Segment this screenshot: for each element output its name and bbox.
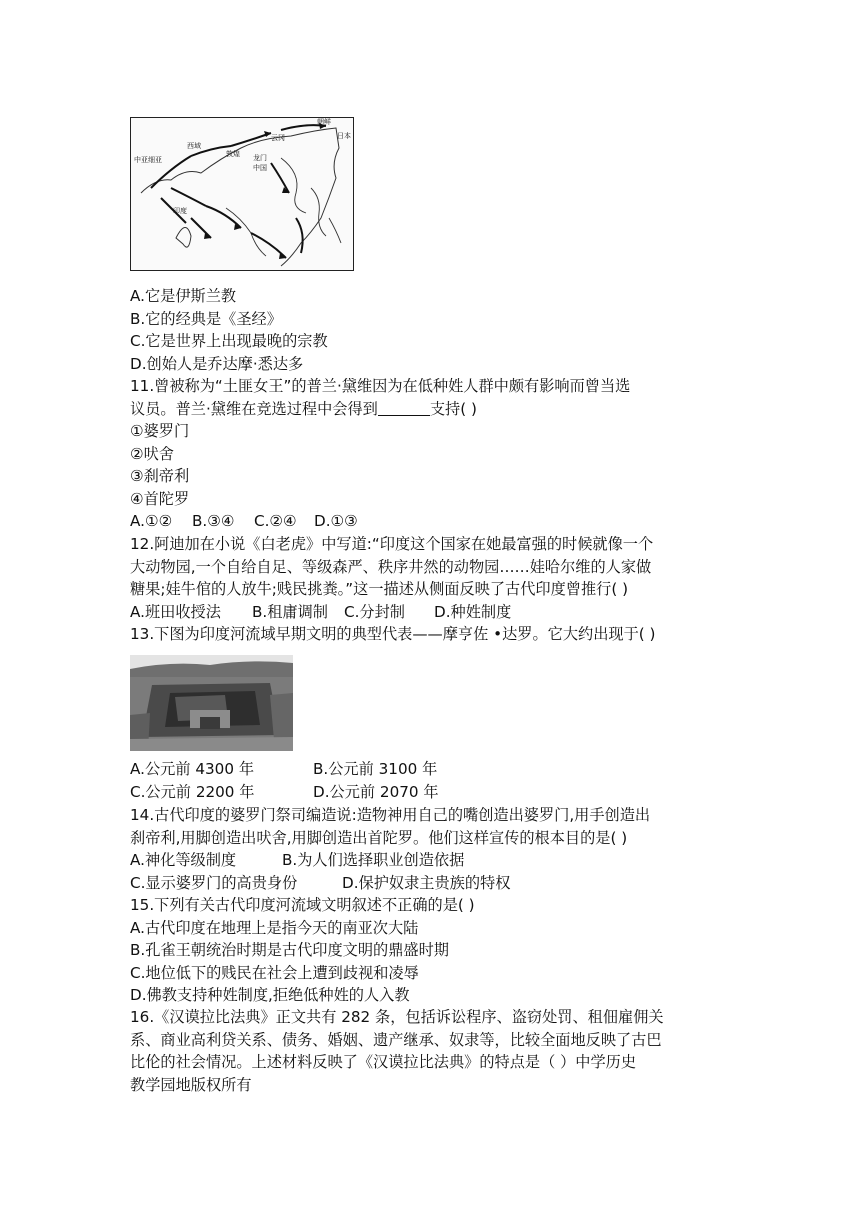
map-label: 中亚细亚 xyxy=(134,156,162,164)
question-stem: 比伦的社会情况。上述材料反映了《汉谟拉比法典》的特点是（ ）中学历史 xyxy=(130,1053,637,1071)
option-d: D.公元前 2070 年 xyxy=(313,782,439,801)
option-c: C.公元前 2200 年 xyxy=(130,782,255,801)
question-stem: 糖果;娃牛倌的人放牛;贱民挑粪。”这一描述从侧面反映了古代印度曾推行( ) xyxy=(130,580,628,598)
question-stem-line xyxy=(130,398,730,421)
option-a: A.①② xyxy=(130,512,173,530)
map-label: 敦煌 xyxy=(226,150,240,158)
map-label: 日本 xyxy=(337,132,351,140)
map-label: 龙门 xyxy=(253,154,267,162)
option-a: A.班田收授法 xyxy=(130,602,221,621)
question-stem: 大动物园,一个自给自足、等级森严、秩序井然的动物园……娃哈尔维的人家做 xyxy=(130,557,652,576)
option-c: C.显示婆罗门的高贵身份 xyxy=(130,873,298,892)
fill-in-blank xyxy=(378,401,430,416)
option-b: B.公元前 3100 年 xyxy=(313,760,438,778)
list-item: ②吠舍 xyxy=(130,444,174,463)
map-label: 印度 xyxy=(173,207,187,215)
buddhism-spread-map xyxy=(130,117,354,271)
option-d: D.①③ xyxy=(314,512,358,530)
map-label: 朝鲜 xyxy=(317,118,331,126)
option-d: D.种姓制度 xyxy=(434,602,512,621)
question-11 xyxy=(130,375,730,533)
map-label: 中国 xyxy=(253,164,267,172)
list-item: ①婆罗门 xyxy=(130,422,190,440)
question-stem: 系、商业高利贷关系、债务、婚姻、遗产继承、奴隶等，比较全面地反映了古巴 xyxy=(130,1030,662,1049)
list-item: ③刹帝利 xyxy=(130,467,190,485)
option-a: A.古代印度在地理上是指今天的南亚次大陆 xyxy=(130,918,419,937)
option-d: D.创始人是乔达摩·悉达多 xyxy=(130,354,304,373)
map-label: 西域 xyxy=(187,142,201,150)
question-stem: 16.《汉谟拉比法典》正文共有 282 条，包括诉讼程序、盗窃处罚、租佃雇佣关 xyxy=(130,1008,664,1026)
question-stem: 15.下列有关古代印度河流域文明叙述不正确的是( ) xyxy=(130,896,475,914)
option-a: A.公元前 4300 年 xyxy=(130,760,255,778)
question-13 xyxy=(130,623,730,646)
ruins-photo-image xyxy=(130,655,293,751)
question-stem: 刹帝利,用脚创造出吠舍,用脚创造出首陀罗。他们这样宣传的根本目的是( ) xyxy=(130,828,628,847)
question-stem: 14.古代印度的婆罗门祭司编造说:造物神用自己的嘴创造出婆罗门,用手创造出 xyxy=(130,806,651,824)
option-c: C.它是世界上出现最晚的宗教 xyxy=(130,332,328,350)
map-label: 云冈 xyxy=(271,134,285,142)
question-stem: 12.阿迪加在小说《白老虎》中写道:“印度这个国家在她最富强的时候就像一个 xyxy=(130,535,654,553)
options-row xyxy=(130,601,730,624)
option-a: A.神化等级制度 xyxy=(130,851,237,869)
mohenjo-daro-photo xyxy=(130,655,293,751)
question-stem: 教学园地版权所有 xyxy=(130,1075,252,1094)
option-c: C.②④ xyxy=(254,512,297,530)
question-stem-text: 议员。普兰·黛维在竞选过程中会得到 xyxy=(130,399,378,418)
question-stem-text: 支持( ) xyxy=(429,399,477,418)
options-row xyxy=(130,758,730,781)
option-b: B.③④ xyxy=(192,512,235,530)
option-d: D.佛教支持种姓制度,拒绝低种姓的人入教 xyxy=(130,986,410,1004)
map-image xyxy=(131,118,353,270)
question-12 xyxy=(130,533,730,623)
question-stem: 11.曾被称为“土匪女王”的普兰·黛维因为在低种姓人群中颇有影响而曾当选 xyxy=(130,377,631,395)
question-10-options xyxy=(130,285,730,375)
options-row xyxy=(130,781,730,804)
option-a: A.它是伊斯兰教 xyxy=(130,287,237,305)
option-c: C.分封制 xyxy=(344,602,405,621)
option-b: B.它的经典是《圣经》 xyxy=(130,309,282,328)
question-16 xyxy=(130,1006,730,1096)
option-d: D.保护奴隶主贵族的特权 xyxy=(342,873,511,892)
question-13-options xyxy=(130,758,730,803)
question-15 xyxy=(130,894,730,1007)
options-row xyxy=(130,510,730,533)
option-c: C.地位低下的贱民在社会上遭到歧视和凌辱 xyxy=(130,963,419,982)
question-stem: 13.下图为印度河流域早期文明的典型代表——摩亨佐 •达罗。它大约出现于( ) xyxy=(130,625,656,643)
list-item: ④首陀罗 xyxy=(130,489,190,508)
options-row xyxy=(130,872,730,895)
option-b: B.租庸调制 xyxy=(252,602,328,621)
option-b: B.孔雀王朝统治时期是古代印度文明的鼎盛时期 xyxy=(130,941,449,959)
question-14 xyxy=(130,804,730,894)
option-b: B.为人们选择职业创造依据 xyxy=(282,851,465,869)
options-row xyxy=(130,849,730,872)
